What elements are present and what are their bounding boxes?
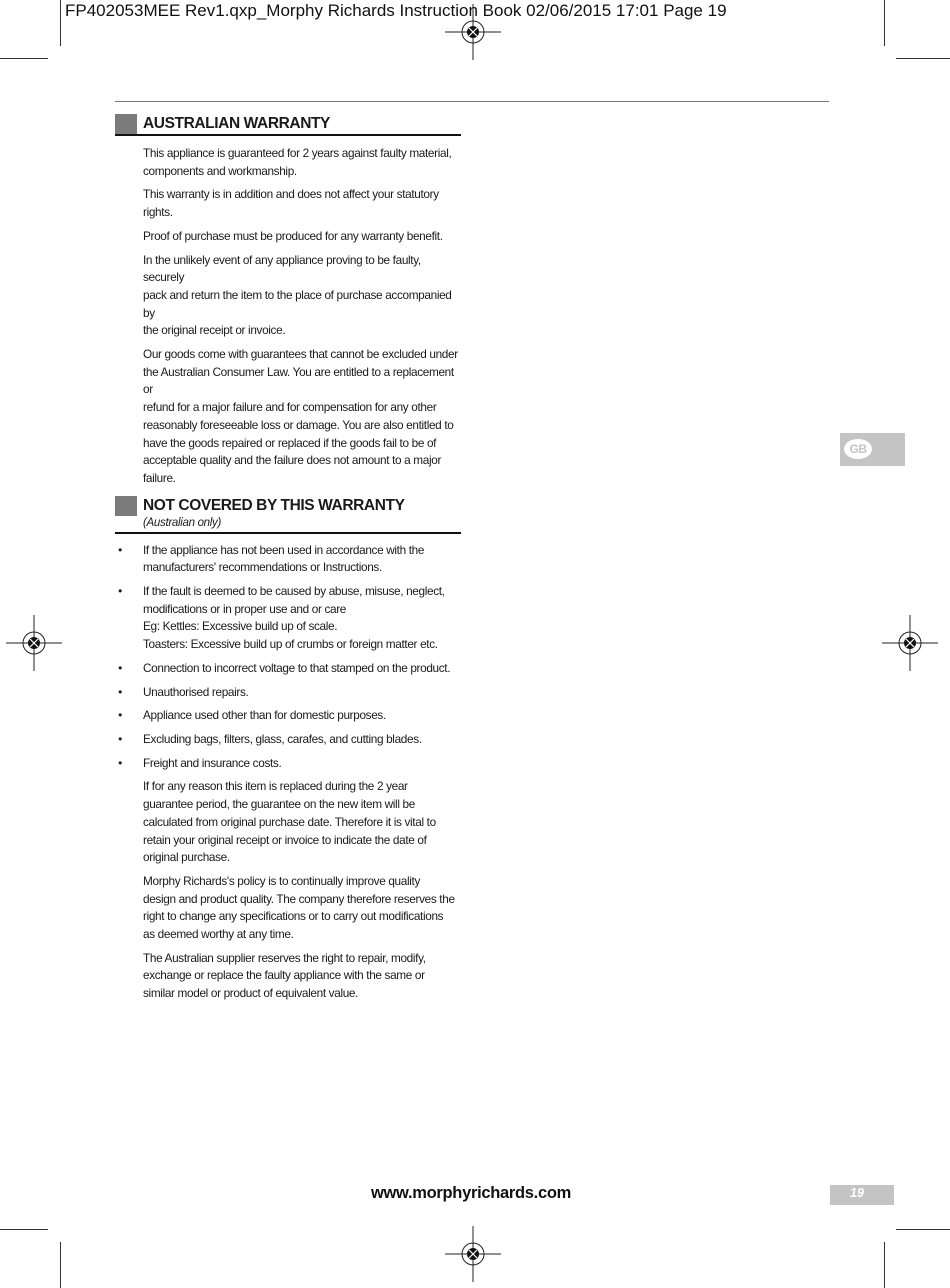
text-line: If the fault is deemed to be caused by abuse, misuse, neglect, (143, 584, 445, 599)
australian-warranty-section (115, 114, 461, 488)
header-rule (115, 101, 829, 102)
text-line: have the goods repaired or replaced if the goods fail to be of (143, 435, 437, 450)
not-covered-section (115, 496, 461, 1003)
list-item (118, 660, 461, 678)
text-line: The Australian supplier reserves the right to repair, modify, (143, 950, 426, 965)
registration-mark-icon (445, 4, 501, 60)
paragraph (143, 186, 461, 221)
exclusion-list (115, 542, 461, 773)
registration-mark-icon (882, 615, 938, 671)
text-line: refund for a major failure and for compensation for any other (143, 400, 437, 415)
page-number-box (830, 1185, 894, 1205)
text-line: Our goods come with guarantees that cannot be excluded under (143, 347, 458, 362)
print-slug-line: FP402053MEE Rev1.qxp_Morphy Richards Instruction Book 02/06/2015 17:01 Page 19 (65, 1, 727, 20)
bullet-icon: • (118, 542, 122, 557)
section-title: NOT COVERED BY THIS WARRANTY (143, 496, 405, 514)
text-line: modifications or in proper use and or care (143, 601, 347, 616)
text-line: reasonably foreseeable loss or damage. You are also entitled to (143, 417, 454, 432)
text-line: components and workmanship. (143, 163, 297, 178)
text-line: Connection to incorrect voltage to that stamped on the product. (143, 660, 451, 675)
page-number: 19 (850, 1186, 864, 1200)
section-subtitle: (Australian only) (143, 516, 221, 529)
section-title: AUSTRALIAN WARRANTY (143, 115, 330, 132)
registration-mark-icon (6, 615, 62, 671)
text-line: acceptable quality and the failure does not amount to a major (143, 453, 442, 468)
crop-mark (884, 0, 885, 46)
text-line: Freight and insurance costs. (143, 755, 282, 770)
text-line: Proof of purchase must be produced for any warranty benefit. (143, 228, 443, 243)
crop-mark (884, 1242, 885, 1288)
bullet-icon: • (118, 708, 122, 723)
text-line: This warranty is in addition and does not affect your statutory rights. (143, 187, 439, 220)
crop-mark (896, 58, 950, 59)
language-code: GB (844, 439, 872, 459)
text-line: as deemed worthy at any time. (143, 927, 294, 942)
list-item (118, 755, 461, 773)
text-line: If for any reason this item is replaced during the 2 year (143, 779, 408, 794)
text-line: similar model or product of equivalent value. (143, 986, 359, 1001)
list-item (118, 583, 461, 654)
paragraph (143, 950, 461, 1003)
bullet-icon: • (118, 584, 122, 599)
text-line: Eg: Kettles: Excessive build up of scale. (143, 619, 338, 634)
paragraph (143, 873, 461, 944)
crop-mark (60, 1242, 61, 1288)
paragraph (143, 778, 461, 867)
text-line: retain your original receipt or invoice to indicate the date of (143, 832, 427, 847)
text-line: Appliance used other than for domestic purposes. (143, 708, 386, 723)
list-item (118, 684, 461, 702)
text-line: manufacturers' recommendations or Instructions. (143, 560, 382, 575)
text-line: the Australian Consumer Law. You are entitled to a replacement or (143, 364, 454, 397)
text-line: Morphy Richards's policy is to continually improve quality (143, 873, 420, 888)
text-line: Toasters: Excessive build up of crumbs or foreign matter etc. (143, 637, 438, 652)
paragraph (143, 252, 461, 341)
section-heading (115, 114, 461, 136)
content-column (115, 114, 461, 1009)
text-line: original purchase. (143, 850, 230, 865)
text-line: the original receipt or invoice. (143, 323, 286, 338)
crop-mark (0, 58, 48, 59)
text-line: Excluding bags, filters, glass, carafes, and cutting blades. (143, 731, 422, 746)
list-item (118, 542, 461, 577)
text-line: In the unlikely event of any appliance proving to be faulty, securely (143, 252, 421, 285)
section-heading (115, 496, 461, 534)
text-line: Unauthorised repairs. (143, 684, 249, 699)
text-line: calculated from original purchase date. Therefore it is vital to (143, 814, 436, 829)
bullet-icon: • (118, 731, 122, 746)
text-line: right to change any specifications or to carry out modifications (143, 909, 444, 924)
text-line: This appliance is guaranteed for 2 years against faulty material, (143, 146, 452, 160)
paragraph (143, 228, 461, 246)
bullet-icon: • (118, 684, 122, 699)
registration-mark-icon (445, 1226, 501, 1282)
list-item (118, 707, 461, 725)
crop-mark (60, 0, 61, 46)
text-line: exchange or replace the faulty appliance with the same or (143, 968, 425, 983)
heading-marker-icon (115, 496, 137, 516)
paragraph (143, 145, 461, 180)
list-item (118, 731, 461, 749)
text-line: pack and return the item to the place of purchase accompanied by (143, 287, 452, 320)
text-line: If the appliance has not been used in accordance with the (143, 542, 425, 557)
bullet-icon: • (118, 660, 122, 675)
heading-marker-icon (115, 114, 137, 134)
text-line: failure. (143, 470, 176, 485)
text-line: guarantee period, the guarantee on the new item will be (143, 797, 415, 812)
crop-mark (0, 1229, 48, 1230)
website-url: www.morphyrichards.com (370, 1184, 571, 1202)
language-tab (840, 433, 905, 466)
bullet-icon: • (118, 755, 122, 770)
text-line: design and product quality. The company therefore reserves the (143, 891, 455, 906)
crop-mark (896, 1229, 950, 1230)
paragraph (143, 346, 461, 488)
